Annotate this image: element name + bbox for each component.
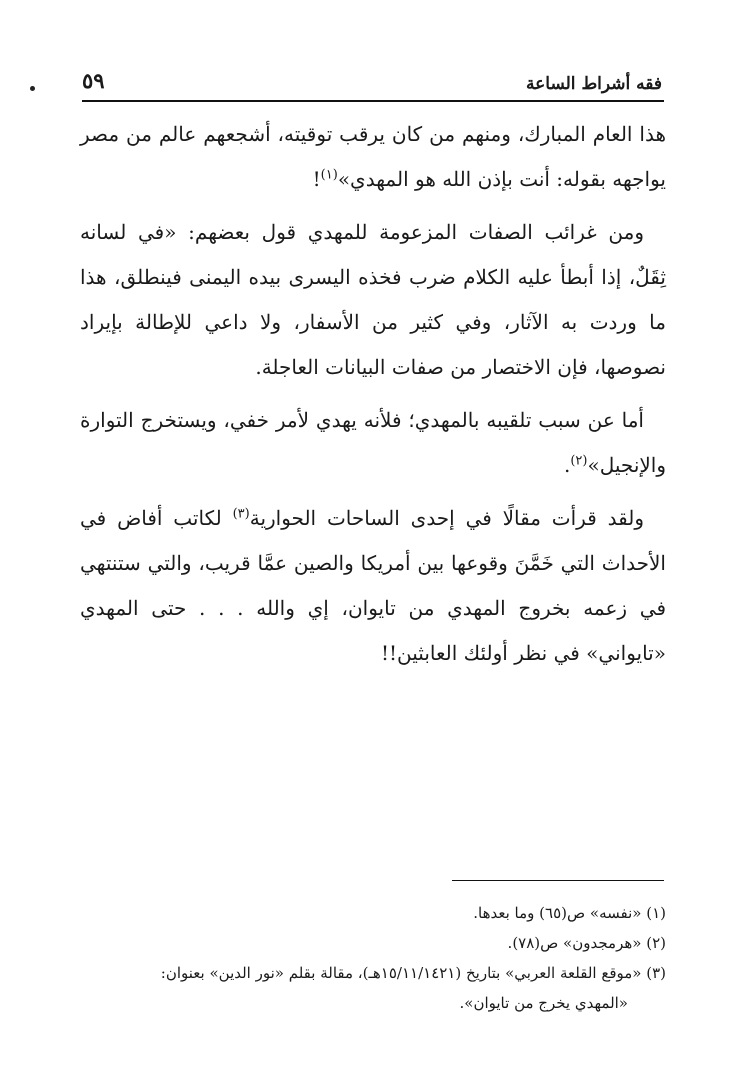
paragraph-4-start: ولقد قرأت مقالًا في إحدى الساحات الحوارية: [249, 506, 644, 530]
footnote-3: (٣) «موقع القلعة العربي» بتاريخ (١٥/١١/١٤٢١هـ)، مقالة بقلم «نور الدين» بعنوان:: [160, 964, 666, 982]
footnote-marker-2: (٢): [570, 453, 588, 469]
footnotes: [80, 898, 666, 1018]
paragraph-1: [80, 112, 666, 202]
footnote-marker-1: (١): [320, 167, 338, 183]
running-header: [82, 56, 662, 96]
footnote-1: (١) «نفسه» ص(٦٥) وما بعدها.: [473, 904, 666, 922]
header-title: فقه أشراط الساعة: [526, 74, 662, 94]
paragraph-3-text: أما عن سبب تلقيبه بالمهدي؛ فلأنه يهدي لأمر خفي، ويستخرج التوارة والإنجيل»: [80, 408, 666, 477]
main-text: [80, 112, 666, 684]
header-rule: [82, 100, 664, 102]
footnote-separator: [452, 880, 664, 881]
footnote-marker-3: (٣): [232, 506, 250, 522]
footnote-3-continuation: «المهدي يخرج من تايوان».: [459, 994, 628, 1012]
page-number: ٥٩: [82, 68, 105, 93]
paragraph-1-line-2: يواجهه بقوله: أنت بإذن الله هو المهدي»: [337, 167, 666, 191]
paragraph-3: [80, 398, 666, 488]
paragraph-1-line-1: هذا العام المبارك، ومنهم من كان يرقب توقيته، أشجعهم عالم من مصر: [80, 122, 666, 146]
paragraph-3-end: .: [563, 453, 571, 477]
paragraph-4-rest: لكاتب أفاض في الأحداث التي خَمَّنَ وقوعها بين أمريكا والصين عمَّا قريب، والتي ستنتهي في زعمه بخروج المهدي من تايوان، إي والله . . . حتى المهدي «تايواني» في نظر أولئك العابثين!!: [80, 506, 666, 665]
paragraph-2-text: ومن غرائب الصفات المزعومة للمهدي قول بعضهم: «في لسانه ثِقَلٌ، إذا أبطأ عليه الكلام ضرب فخذه اليسرى بيده اليمنى فينطلق، هذا ما وردت به الآثار، وفي كثير من الأسفار، ولا داعي للإطالة بإيراد نصوصها، فإن الاختصار من صفات البيانات العاجلة.: [80, 220, 666, 379]
footnote-2: (٢) «هرمجدون» ص(٧٨).: [507, 934, 666, 952]
paragraph-4: [80, 496, 666, 676]
margin-dot: [30, 86, 35, 91]
paragraph-1-end: !: [312, 167, 321, 191]
paragraph-2: [80, 210, 666, 390]
